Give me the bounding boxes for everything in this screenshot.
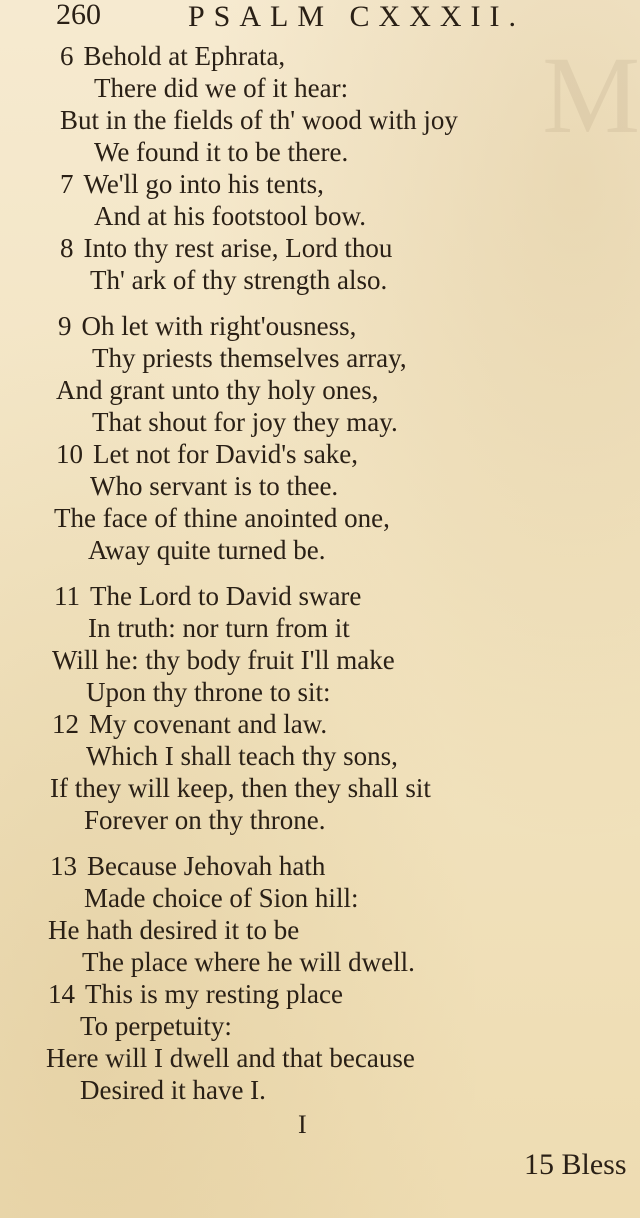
verse-text: Desired it have I. bbox=[80, 1075, 266, 1105]
verse-number: 12 bbox=[52, 709, 79, 739]
bleed-through-text: M bbox=[542, 40, 640, 156]
verse-number: 6 bbox=[60, 41, 74, 71]
verse-text: Upon thy throne to sit: bbox=[86, 677, 331, 707]
verse-text: Away quite turned be. bbox=[88, 535, 326, 565]
verse-text: Behold at Ephrata, bbox=[83, 41, 286, 71]
verse-line bbox=[56, 374, 378, 406]
verse-line bbox=[54, 502, 390, 534]
verse-line bbox=[50, 850, 325, 882]
verse-line bbox=[46, 1042, 415, 1074]
verse-number: 10 bbox=[56, 439, 83, 469]
verse-number: 7 bbox=[60, 169, 74, 199]
verse-text: Into thy rest arise, Lord thou bbox=[83, 233, 393, 263]
verse-line bbox=[50, 772, 431, 804]
verse-text: Th' ark of thy strength also. bbox=[90, 265, 388, 295]
verse-text: The face of thine anointed one, bbox=[54, 503, 390, 533]
verse-line bbox=[80, 1010, 232, 1042]
verse-text: Will he: thy body fruit I'll make bbox=[52, 645, 395, 675]
page-number: 260 bbox=[56, 0, 101, 31]
verse-number: 11 bbox=[54, 581, 80, 611]
verse-text: Who servant is to thee. bbox=[90, 471, 339, 501]
verse-text: That shout for joy they may. bbox=[92, 407, 398, 437]
verse-text: There did we of it hear: bbox=[94, 73, 349, 103]
verse-text: Forever on thy throne. bbox=[84, 805, 326, 835]
verse-line bbox=[82, 946, 415, 978]
verse-line bbox=[84, 882, 358, 914]
verse-line bbox=[48, 914, 299, 946]
verse-line bbox=[52, 644, 395, 676]
verse-text: Which I shall teach thy sons, bbox=[86, 741, 398, 771]
verse-text: If they will keep, then they shall sit bbox=[50, 773, 431, 803]
verse-text: We found it to be there. bbox=[94, 137, 349, 167]
catchword: 15 Bless bbox=[524, 1148, 627, 1181]
signature-mark: I bbox=[298, 1110, 307, 1139]
verse-text: Because Jehovah hath bbox=[87, 851, 326, 881]
verse-line bbox=[60, 232, 392, 264]
verse-line bbox=[90, 470, 338, 502]
verse-text: We'll go into his tents, bbox=[83, 169, 324, 199]
verse-text: In truth: nor turn from it bbox=[88, 613, 350, 643]
running-title: PSALM CXXXII. bbox=[188, 0, 526, 33]
verse-line bbox=[92, 406, 398, 438]
verse-text: He hath desired it to be bbox=[48, 915, 300, 945]
verse-line bbox=[84, 804, 325, 836]
verse-text: Made choice of Sion hill: bbox=[84, 883, 359, 913]
verse-number: 8 bbox=[60, 233, 74, 263]
verse-line bbox=[58, 310, 356, 342]
verse-line bbox=[86, 676, 331, 708]
verse-text: But in the fields of th' wood with joy bbox=[60, 105, 458, 135]
verse-text: The Lord to David sware bbox=[90, 581, 362, 611]
verse-line bbox=[80, 1074, 266, 1106]
verse-number: 9 bbox=[58, 311, 72, 341]
verse-text: And grant unto thy holy ones, bbox=[56, 375, 379, 405]
verse-text: This is my resting place bbox=[85, 979, 343, 1009]
verse-text: The place where he will dwell. bbox=[82, 947, 415, 977]
verse-line bbox=[88, 534, 325, 566]
verse-text: And at his footstool bow. bbox=[94, 201, 366, 231]
verse-text: Here will I dwell and that because bbox=[46, 1043, 415, 1073]
verse-number: 13 bbox=[50, 851, 77, 881]
verse-line bbox=[88, 612, 350, 644]
verse-number: 14 bbox=[48, 979, 75, 1009]
verse-text: Oh let with right'ousness, bbox=[81, 311, 357, 341]
verse-line bbox=[52, 708, 327, 740]
verse-text: Let not for David's sake, bbox=[93, 439, 359, 469]
verse-line bbox=[90, 264, 387, 296]
verse-line bbox=[94, 200, 366, 232]
verse-text: Thy priests themselves array, bbox=[92, 343, 407, 373]
verse-line bbox=[94, 136, 348, 168]
verse-line bbox=[86, 740, 398, 772]
verse-text: My covenant and law. bbox=[89, 709, 328, 739]
verse-line bbox=[60, 104, 458, 136]
verse-text: To perpetuity: bbox=[80, 1011, 232, 1041]
verse-line bbox=[92, 342, 407, 374]
verse-line bbox=[56, 438, 358, 470]
verse-line bbox=[60, 168, 324, 200]
verse-line bbox=[54, 580, 361, 612]
verse-line bbox=[94, 72, 348, 104]
verse-line bbox=[48, 978, 343, 1010]
verse-line bbox=[60, 40, 285, 72]
page-header bbox=[56, 0, 526, 34]
